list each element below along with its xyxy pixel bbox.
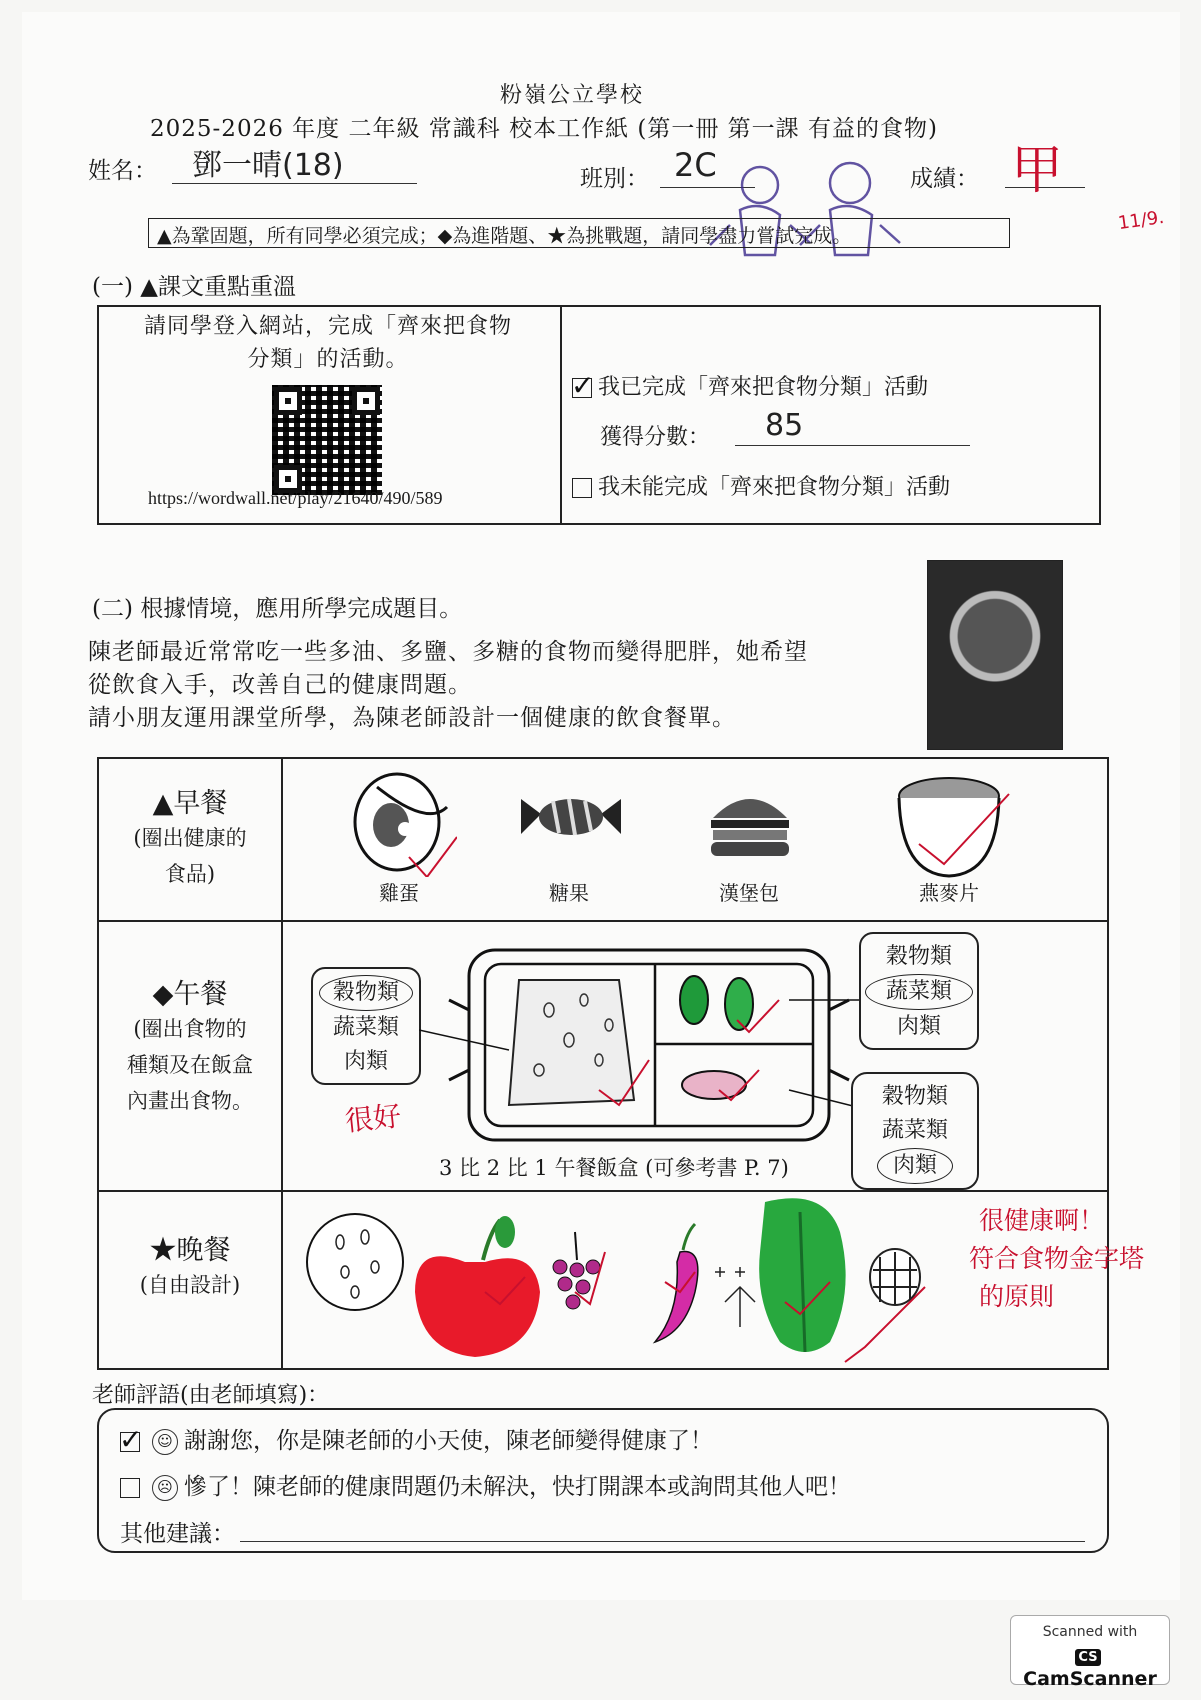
lunchbox-left-categories [311, 967, 421, 1085]
breakfast-row [99, 759, 1107, 922]
dinner-title: ★晚餐 [149, 1235, 231, 1266]
lunch-row [99, 922, 1107, 1192]
feedback-good-checkbox[interactable] [120, 1432, 140, 1452]
section2-title: (二) 根據情境，應用所學完成題目。 [92, 596, 463, 622]
option-done-checkbox[interactable] [572, 378, 592, 398]
grade-label: 成績： [910, 166, 979, 192]
feedback-good[interactable] [120, 1422, 713, 1455]
food-label-burger: 漢堡包 [719, 881, 779, 905]
lunch-desc1: (圈出食物的 [133, 1017, 247, 1041]
dinner-note-line1: 很健康啊！ [979, 1206, 1105, 1235]
breakfast-header [99, 759, 283, 920]
name-label: 姓名： [88, 158, 157, 184]
rt-cat-grain[interactable]: 穀物類 [885, 944, 952, 969]
scanner-brand [1011, 1646, 1169, 1690]
dinner-note-line3: 的原則 [979, 1282, 1055, 1311]
scenario-line3: 請小朋友運用課堂所學，為陳老師設計一個健康的飲食餐單。 [88, 705, 736, 731]
rt-cat-meat[interactable]: 肉類 [896, 1014, 941, 1039]
left-cat-meat[interactable]: 肉類 [343, 1049, 388, 1074]
worksheet-title: 2025-2026 年度 二年級 常識科 校本工作紙 (第一冊 第一課 有益的食物) [150, 116, 938, 142]
rb-cat-meat[interactable]: 肉類 [877, 1148, 953, 1184]
left-cat-grain[interactable]: 穀物類 [319, 975, 413, 1011]
scenario-text [88, 636, 928, 735]
school-name: 粉嶺公立學校 [500, 83, 645, 108]
section1-title: (一) ▲課文重點重溫 [92, 274, 296, 300]
dinner-desc: (自由設計) [139, 1273, 241, 1297]
breakfast-desc2: 食品) [164, 862, 216, 886]
lunch-desc3: 內畫出食物。 [127, 1089, 253, 1113]
feedback-bad[interactable] [120, 1468, 851, 1501]
grade-mark: 甲 [1011, 141, 1064, 201]
feedback-good-text: 謝謝您，你是陳老師的小天使，陳老師變得健康了！ [184, 1428, 713, 1454]
food-label-egg: 雞蛋 [379, 881, 419, 905]
activity-link[interactable]: https://wordwall.net/play/21640/490/589 [148, 488, 443, 508]
dinner-note-line2: 符合食物金字塔 [969, 1244, 1145, 1273]
burger-icon[interactable] [705, 784, 795, 864]
oatmeal-icon[interactable] [889, 764, 1019, 884]
scenario-line2: 從飲食入手，改善自己的健康問題。 [88, 672, 472, 698]
stamp-illustration [700, 155, 920, 275]
date-mark: 11/9. [1116, 206, 1166, 235]
dinner-header [99, 1192, 283, 1368]
camscanner-badge [1010, 1615, 1170, 1690]
option-not-done-label: 我未能完成「齊來把食物分類」活動 [598, 475, 951, 500]
option-not-done[interactable] [572, 470, 950, 501]
lunch-title: ◆午餐 [152, 979, 228, 1010]
qr-code[interactable] [272, 385, 382, 495]
scanner-line1: Scanned with [1042, 1624, 1138, 1640]
dinner-teacher-note [969, 1202, 1145, 1316]
section1-instruction [118, 310, 538, 376]
lunchbox-right-top-categories [859, 932, 979, 1050]
option-done-label: 我已完成「齊來把食物分類」活動 [598, 375, 929, 400]
happy-face-icon: ☺ [152, 1429, 178, 1455]
class-field: 2C [660, 146, 755, 188]
breakfast-title: ▲早餐 [152, 788, 228, 819]
menu-table [97, 757, 1145, 1370]
scanner-line2: CamScanner [1023, 1668, 1157, 1690]
score-field: 85 [735, 408, 970, 446]
name-field: 鄧一晴(18) [172, 140, 417, 184]
camscanner-logo-icon: CS [1075, 1649, 1100, 1666]
lunchbox-drawing [419, 940, 889, 1160]
candy-icon[interactable] [511, 779, 631, 859]
feedback-label: 老師評語(由老師填寫)： [92, 1383, 330, 1408]
scenario-line1: 陳老師最近常常吃一些多油、多鹽、多糖的食物而變得肥胖，她希望 [88, 639, 808, 665]
other-suggestion-label: 其他建議： [120, 1521, 235, 1547]
lunch-teacher-note: 很好 [343, 1099, 403, 1138]
rt-cat-veg[interactable]: 蔬菜類 [865, 974, 973, 1010]
option-not-done-checkbox[interactable] [572, 478, 592, 498]
instructions-notice: ▲為鞏固題，所有同學必須完成；◆為進階題、★為挑戰題，請同學盡力嘗試完成。 [148, 218, 1010, 248]
option-done[interactable] [572, 370, 928, 401]
left-cat-veg[interactable]: 蔬菜類 [332, 1015, 399, 1040]
lunch-caption: 3 比 2 比 1 午餐飯盒 (可參考書 P. 7) [439, 1156, 789, 1180]
instruction-line2: 分類」的活動。 [247, 347, 409, 372]
class-label: 班別： [580, 166, 649, 192]
sad-face-icon: ☹ [152, 1475, 178, 1501]
feedback-bad-text: 慘了！陳老師的健康問題仍未解決，快打開課本或詢問其他人吧！ [184, 1474, 851, 1500]
egg-icon[interactable] [347, 767, 457, 877]
instruction-line1: 請同學登入網站，完成「齊來把食物 [143, 314, 512, 339]
feedback-bad-checkbox[interactable] [120, 1478, 140, 1498]
score-label: 獲得分數： [600, 425, 711, 450]
breakfast-desc1: (圈出健康的 [133, 826, 247, 850]
dinner-row [99, 1192, 1145, 1368]
rb-cat-veg[interactable]: 蔬菜類 [881, 1118, 948, 1143]
food-label-oatmeal: 燕麥片 [919, 881, 979, 905]
other-suggestion-field[interactable] [240, 1510, 1085, 1542]
lunchbox-right-bottom-categories [851, 1072, 979, 1190]
lunch-desc2: 種類及在飯盒 [127, 1053, 253, 1077]
grade-field [1005, 141, 1085, 201]
food-label-candy: 糖果 [549, 881, 589, 905]
rb-cat-grain[interactable]: 穀物類 [881, 1084, 948, 1109]
teacher-photo [927, 560, 1063, 750]
lunch-header [99, 922, 283, 1190]
